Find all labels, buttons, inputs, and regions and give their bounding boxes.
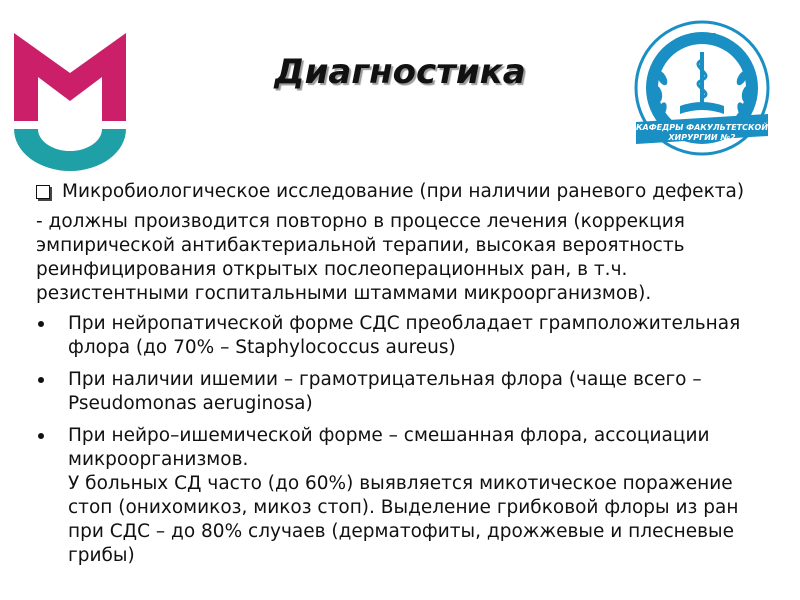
section-heading-text: Микробиологическое исследование (при наличии раневого дефекта): [62, 181, 745, 202]
student-society-seal-icon: [632, 18, 772, 158]
list-item: [36, 368, 776, 416]
list-item: [36, 312, 776, 360]
bullet-list: [36, 312, 776, 568]
list-item-text: При нейропатической форме СДС преобладает грамположительная флора (до 70% – Staphylococcus aureus): [68, 313, 741, 358]
bullet-dot-icon: [38, 377, 44, 383]
list-item: [36, 424, 776, 568]
seal-ribbon-line2: ХИРУРГИИ №2: [668, 133, 736, 142]
seal-top-text: -СНК-: [683, 31, 721, 45]
slide-content: [36, 180, 776, 576]
seal-ribbon-line1: КАФЕДРЫ ФАКУЛЬТЕТСКОЙ: [635, 123, 769, 132]
list-item-text: При наличии ишемии – грамотрицательная флора (чаще всего – Pseudomonas aeruginosa): [68, 369, 702, 414]
university-logo-icon: [10, 25, 130, 175]
description-paragraph: - должны производится повторно в процессе лечения (коррекция эмпирической антибактериальной терапии, высокая вероятность реинфицирования открытых послеоперационных ран, в т.ч. резистентными госпитальными штаммами микроорганизмов).: [36, 211, 685, 304]
page-title: Диагностика: [274, 52, 526, 92]
list-item-text: При нейро–ишемической форме – смешанная флора, ассоциации микроорганизмов.: [68, 425, 710, 470]
bullet-dot-icon: [38, 321, 44, 327]
bullet-dot-icon: [38, 433, 44, 439]
section-heading: [36, 180, 776, 204]
list-item-text: У больных СД часто (до 60%) выявляется микотическое поражение стоп (онихомикоз, микоз стоп). Выделение грибковой флоры из ран при СДС – до 80% случаев (дерматофиты, дрожжевые и плесневые грибы): [68, 473, 739, 566]
checkbox-bullet-icon: [36, 185, 50, 199]
